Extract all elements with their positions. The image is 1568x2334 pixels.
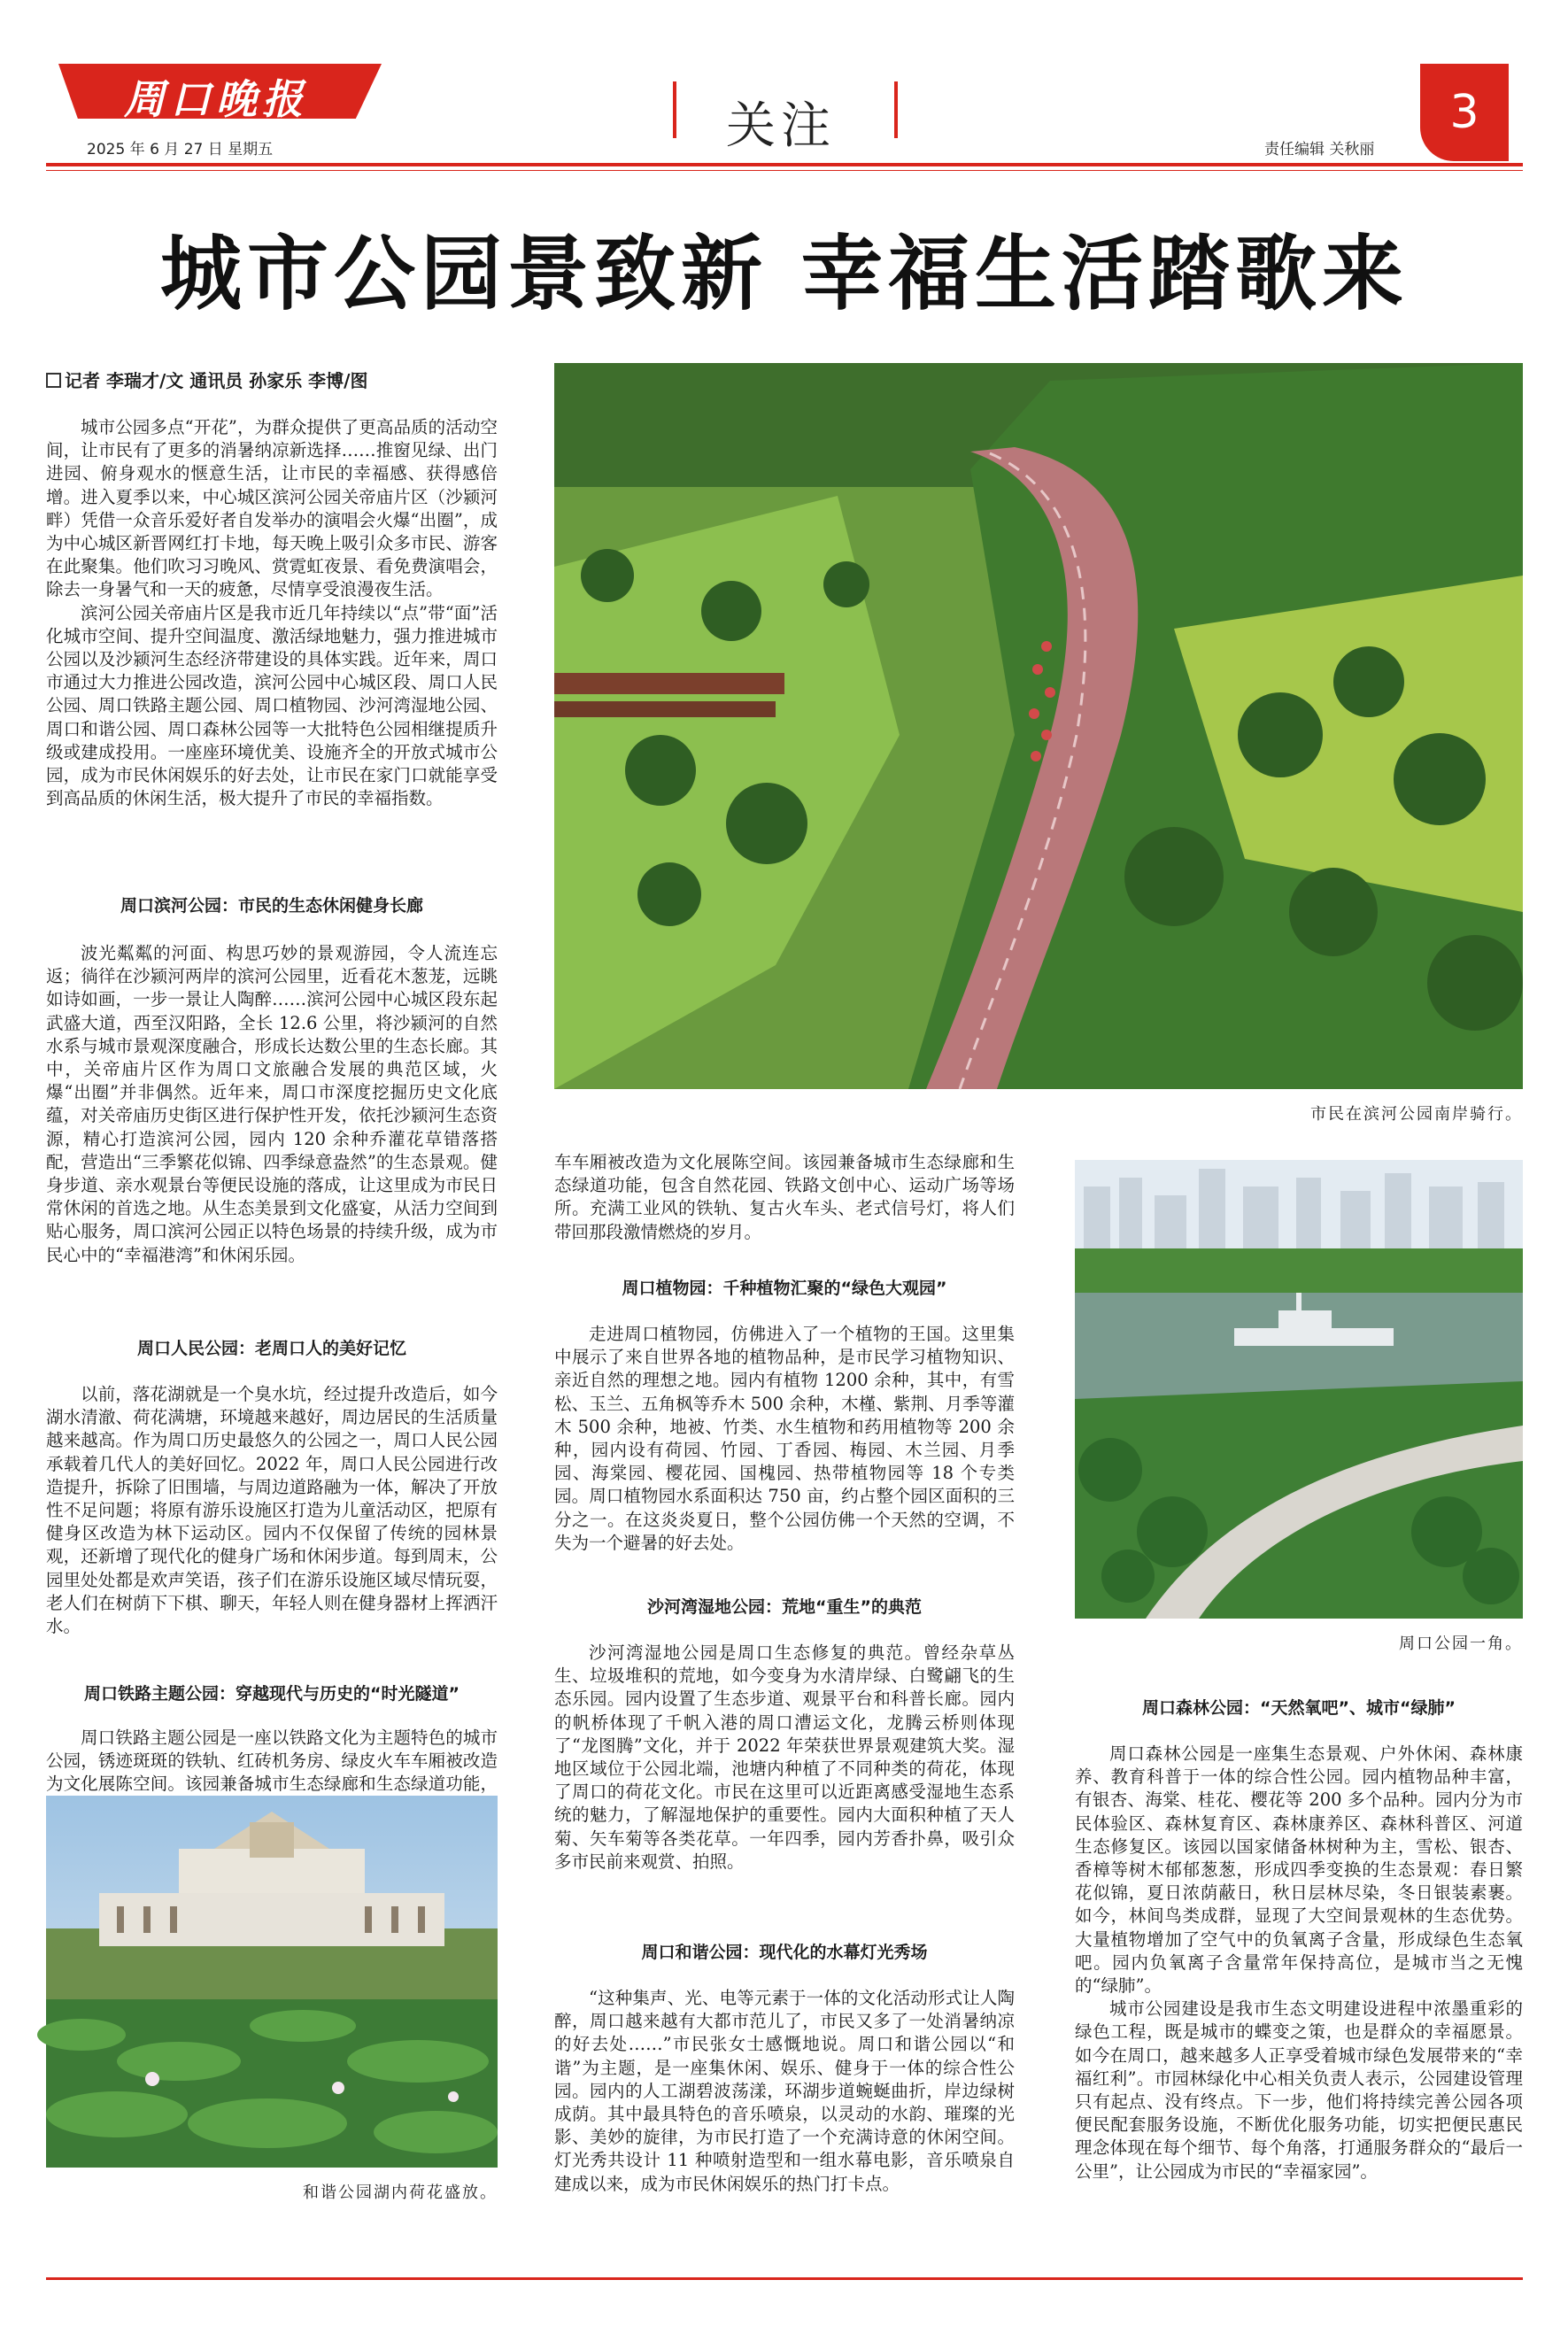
subhead-botanical: 周口植物园：千种植物汇聚的“绿色大观园”: [622, 1279, 947, 1298]
masthead-rule-thin: [46, 170, 1523, 171]
paragraph: 车车厢被改造为文化展陈空间。该园兼备城市生态绿廊和生态绿道功能，包含自然花园、铁路文创中心、运动广场等场所。充满工业风的铁轨、复古火车头、老式信号灯，将人们带回那段激情燃烧的岁月。: [554, 1152, 1015, 1242]
caption-cycling: 市民在滨河公园南岸骑行。: [1310, 1105, 1523, 1124]
masthead-rule: [46, 163, 1523, 166]
section-divider-right: [894, 81, 898, 138]
subhead-wetland: 沙河湾湿地公园：荒地“重生”的典范: [647, 1597, 922, 1617]
section-wetland-text: [554, 1642, 1015, 1874]
paragraph: 周口森林公园是一座集生态景观、户外休闲、森林康养、教育科普于一体的综合性公园。园内植物品种丰富，有银杏、海棠、桂花、樱花等 200 多个品种。园内分为市民体验区、森林复育区、森林康养区、森林科普区、河道生态修复区。该园以国家储备林树种为主，雪松、银杏、香樟等树木郁郁葱葱，形成四季变换的生态景观：春日繁花似锦，夏日浓荫蔽日，秋日层林尽染，冬日银装素裹。如今，林间鸟类成群，显现了大空间景观林的生态优势。大量植物增加了空气中的负氧离子含量，形成绿色生态氧吧。园内负氧离子含量常年保持高位，是城市当之无愧的“绿肺”。: [1075, 1743, 1523, 1997]
section-botanical-text: [554, 1323, 1015, 1555]
paragraph: 波光粼粼的河面、构思巧妙的景观游园，令人流连忘返；徜徉在沙颍河两岸的滨河公园里，近看花木葱茏，远眺如诗如画，一步一景让人陶醉……滨河公园中心城区段东起武盛大道，西至汉阳路，全长 12.6 公里，将沙颍河的自然水系与城市景观深度融合，形成长达数公里的生态长廊。其中，关帝庙片区作为周口文旅融合发展的典范区域，火爆“出圈”并非偶然。近年来，周口市深度挖掘历史文化底蕴，对关帝庙历史街区进行保护性开发，依托沙颍河生态资源，精心打造滨河公园，园内 120 余种乔灌花草错落搭配，营造出“三季繁花似锦、四季绿意盎然”的生态景观。健身步道、亲水观景台等便民设施的落成，让这里成为市民日常休闲的首选之地。从生态美景到文化盛宴，从活力空间到贴心服务，周口滨河公园正以特色场景的持续升级，成为市民心中的“幸福港湾”和休闲乐园。: [46, 943, 498, 1265]
subhead-harmony: 周口和谐公园：现代化的水幕灯光秀场: [641, 1943, 928, 1962]
section-name: 关注: [726, 97, 836, 155]
issue-date: 2025 年 6 月 27 日 星期五: [87, 141, 274, 158]
caption-park-corner: 周口公园一角。: [1399, 1635, 1523, 1653]
subhead-railway: 周口铁路主题公园：穿越现代与历史的“时光隧道”: [84, 1684, 460, 1704]
section-railway-text-start: [46, 1727, 498, 1795]
paragraph: 城市公园多点“开花”，为群众提供了更高品质的活动空间，让市民有了更多的消暑纳凉新选择……推窗见绿、出门进园、俯身观水的惬意生活，让市民的幸福感、获得感倍增。进入夏季以来，中心城区滨河公园关帝庙片区（沙颍河畔）凭借一众音乐爱好者自发举办的演唱会火爆“出圈”，成为中心城区新晋网红打卡地，每天晚上吸引众多市民、游客在此聚集。他们吹习习晚风、赏霓虹夜景、看免费演唱会，除去一身暑气和一天的疲惫，尽情享受浪漫夜生活。: [46, 417, 498, 600]
paragraph: 以前，落花湖就是一个臭水坑，经过提升改造后，如今湖水清澈、荷花满塘，环境越来越好，周边居民的生活质量越来越高。作为周口历史最悠久的公园之一，周口人民公园承载着几代人的美好回忆。2022 年，周口人民公园进行改造提升，拆除了旧围墙，与周边道路融为一体，解决了开放性不足问题；将原有游乐设施区打造为儿童活动区，把原有健身区改造为林下运动区。园内不仅保留了传统的园林景观，还新增了现代化的健身广场和休闲步道。每到周末，公园里处处都是欢声笑语，孩子们在游乐设施区域尽情玩耍，老人们在树荫下下棋、聊天，年轻人则在健身器材上挥洒汗水。: [46, 1384, 498, 1637]
paragraph: 周口铁路主题公园是一座以铁路文化为主题特色的城市公园，锈迹斑斑的铁轨、红砖机务房、绿皮火车车厢被改造为文化展陈空间。该园兼备城市生态绿廊和生态绿道功能，: [46, 1727, 498, 1795]
footer-rule: [46, 2277, 1523, 2280]
paragraph: “这种集声、光、电等元素于一体的文化活动形式让人陶醉，周口越来越有大都市范儿了，市民又多了一处消暑纳凉的好去处……”市民张女士感慨地说。周口和谐公园以“和谐”为主题，是一座集休闲、娱乐、健身于一体的综合性公园。园内的人工湖碧波荡漾，环湖步道蜿蜒曲折，岸边绿树成荫。其中最具特色的音乐喷泉，以灵动的水韵、璀璨的光影、美妙的旋律，为市民打造了一个充满诗意的休闲空间。灯光秀共设计 11 种喷射造型和一组水幕电影，音乐喷泉自建成以来，成为市民休闲娱乐的热门打卡点。: [554, 1988, 1015, 2194]
editor-credit: 责任编辑 关秋丽: [1264, 141, 1375, 158]
section-binhe-text: [46, 942, 498, 1267]
section-railway-text-cont: [554, 1151, 1015, 1244]
section-divider-left: [673, 81, 676, 138]
article-headline: 城市公园景致新 幸福生活踏歌来: [159, 227, 1410, 321]
paragraph: 滨河公园关帝庙片区是我市近几年持续以“点”带“面”活化城市空间、提升空间温度、激活绿地魅力，强力推进城市公园以及沙颍河生态经济带建设的具体实践。近年来，周口市通过大力推进公园改造，滨河公园中心城区段、周口人民公园、周口铁路主题公园、周口植物园、沙河湾湿地公园、周口和谐公园、周口森林公园等一大批特色公园相继提质升级或建成投用。一座座环境优美、设施齐全的开放式城市公园，成为市民休闲娱乐的好去处，让市民在家门口就能享受到高品质的休闲生活，极大提升了市民的幸福指数。: [46, 602, 498, 809]
subhead-binhe: 周口滨河公园：市民的生态休闲健身长廊: [120, 896, 423, 916]
section-renmin-text: [46, 1383, 498, 1638]
cycling-photo: [554, 363, 1523, 1089]
intro-text: [46, 416, 498, 810]
paragraph: 走进周口植物园，仿佛进入了一个植物的王国。这里集中展示了来自世界各地的植物品种，是市民学习植物知识、亲近自然的理想之地。园内有植物 1200 余种，其中，有雪松、玉兰、五角枫等乔木 500 余种，木槿、紫荆、月季等灌木 500 余种，地被、竹类、水生植物和药用植物等 200 余种，园内设有荷园、竹园、丁香园、梅园、木兰园、月季园、海棠园、樱花园、国槐园、热带植物园等 18 个专类园。周口植物园水系面积达 750 亩，约占整个园区面积的三分之一。在这炎炎夏日，整个公园仿佛一个天然的空调，不失为一个避暑的好去处。: [554, 1324, 1015, 1553]
subhead-renmin: 周口人民公园：老周口人的美好记忆: [136, 1339, 406, 1358]
section-forest-text: [1075, 1743, 1523, 2183]
subhead-forest: 周口森林公园：“天然氧吧”、城市“绿肺”: [1142, 1698, 1456, 1718]
caption-lotus: 和谐公园湖内荷花盛放。: [303, 2183, 498, 2202]
section-harmony-text: [554, 1987, 1015, 2196]
park-corner-photo: [1075, 1160, 1523, 1619]
paragraph: 沙河湾湿地公园是周口生态修复的典范。曾经杂草丛生、垃圾堆积的荒地，如今变身为水清岸绿、白鹭翩飞的生态乐园。园内设置了生态步道、观景平台和科普长廊。园内的帆桥体现了千帆入港的周口漕运文化，龙腾云桥则体现了“龙图腾”文化，并于 2022 年荣获世界景观建筑大奖。湿地区域位于公园北端，池塘内种植了不同种类的荷花，体现了周口的荷花文化。市民在这里可以近距离感受湿地生态系统的魅力，了解湿地保护的重要性。园内大面积种植了天人菊、矢车菊等各类花草。一年四季，园内芳香扑鼻，吸引众多市民前来观赏、拍照。: [554, 1642, 1015, 1872]
lotus-photo: [46, 1796, 498, 2168]
article-byline: 记者 李瑞才/文 通讯员 孙家乐 李博/图: [46, 367, 367, 392]
page-number: 3: [1420, 64, 1509, 161]
paragraph: 城市公园建设是我市生态文明建设进程中浓墨重彩的绿色工程，既是城市的蝶变之策，也是群众的幸福愿景。如今在周口，越来越多人正享受着城市绿色发展带来的“幸福红利”。市园林绿化中心相关负责人表示，公园建设管理只有起点、没有终点。下一步，他们将持续完善公园各项便民配套服务设施，不断优化服务功能，切实把便民惠民理念体现在每个细节、每个角落，打通服务群众的“最后一公里”，让公园成为市民的“幸福家园”。: [1075, 1998, 1523, 2182]
paper-name: 周口晚报: [124, 75, 308, 123]
